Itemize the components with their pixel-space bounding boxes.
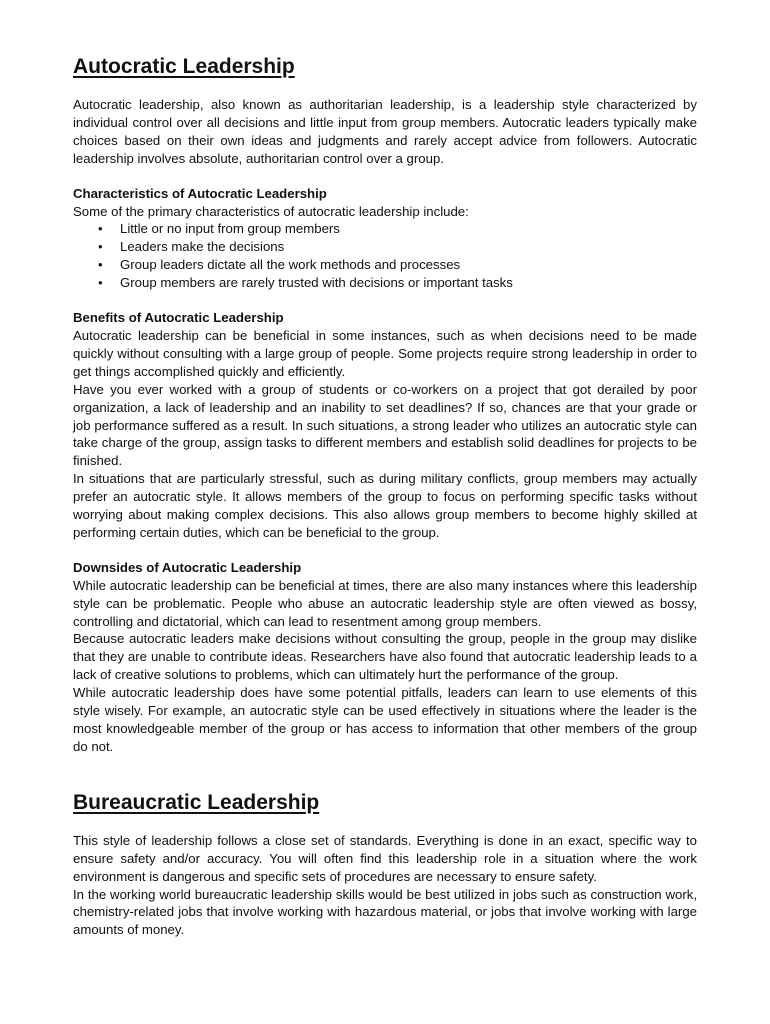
autocratic-title: Autocratic Leadership (73, 55, 295, 78)
downsides-paragraph: Because autocratic leaders make decisions without consulting the group, people in the group may dislike that they are unable to contribute ideas. Researchers have also found that autocratic leadership leads to a lack of creative solutions to problems, which can ultimately hurt the performance of the group. (73, 631, 697, 683)
benefits-paragraph: In situations that are particularly stressful, such as during military conflicts, group members may actually prefer an autocratic style. It allows members of the group to focus on performing specific tasks without worrying about making complex decisions. This also allows group members to become highly skilled at performing certain duties, which can be beneficial to the group. (73, 471, 697, 540)
characteristics-heading: Characteristics of Autocratic Leadership (73, 185, 327, 201)
bureaucratic-section (73, 790, 697, 939)
bureaucratic-paragraph: In the working world bureaucratic leadership skills would be best utilized in jobs such as construction work, chemistry-related jobs that involve working with hazardous material, or jobs that involve working with large amounts of money. (73, 886, 697, 938)
bureaucratic-title: Bureaucratic Leadership (73, 790, 320, 814)
downsides-paragraph: While autocratic leadership does have some potential pitfalls, leaders can learn to use elements of this style wisely. For example, an autocratic style can be used effectively in situations where the leader is the most knowledgeable member of the group or has access to information that other members of the group do not. (73, 685, 697, 754)
list-item: • Leaders make the decisions (120, 238, 697, 256)
characteristics-lead: Some of the primary characteristics of autocratic leadership include: (73, 203, 469, 219)
benefits-heading: Benefits of Autocratic Leadership (73, 310, 284, 326)
downsides-heading: Downsides of Autocratic Leadership (73, 559, 302, 575)
characteristics-list (73, 220, 697, 292)
list-item: • Group leaders dictate all the work methods and processes (120, 256, 697, 274)
downsides-paragraph: While autocratic leadership can be beneficial at times, there are also many instances where this leadership style can be problematic. People who abuse an autocratic leadership style are often viewed as bossy, controlling and dictatorial, which can lead to resentment among group members. (73, 577, 697, 629)
bureaucratic-paragraph: This style of leadership follows a close set of standards. Everything is done in an exact, specific way to ensure safety and/or accuracy. You will often find this leadership role in a situation where the work environment is dangerous and specific sets of procedures are necessary to ensure safety. (73, 832, 697, 884)
list-item: • Group members are rarely trusted with decisions or important tasks (120, 274, 697, 292)
autocratic-section (73, 54, 697, 756)
benefits-paragraph: Autocratic leadership can be beneficial in some instances, such as when decisions need to be made quickly without consulting with a large group of people. Some projects require strong leadership in order to get things accomplished quickly and efficiently. (73, 327, 697, 379)
autocratic-intro: Autocratic leadership, also known as authoritarian leadership, is a leadership style characterized by individual control over all decisions and little input from group members. Autocratic leaders typically make choices based on their own ideas and judgments and rarely accept advice from followers. Autocratic leadership involves absolute, authoritarian control over a group. (73, 97, 697, 166)
list-item: • Little or no input from group members (120, 220, 697, 238)
benefits-paragraph: Have you ever worked with a group of students or co-workers on a project that got derailed by poor organization, a lack of leadership and an inability to set deadlines? If so, chances are that your grade or job performance suffered as a result. In such situations, a strong leader who utilizes an autocratic style can take charge of the group, assign tasks to different members and establish solid deadlines for projects to be finished. (73, 381, 697, 469)
document-page (73, 54, 697, 939)
